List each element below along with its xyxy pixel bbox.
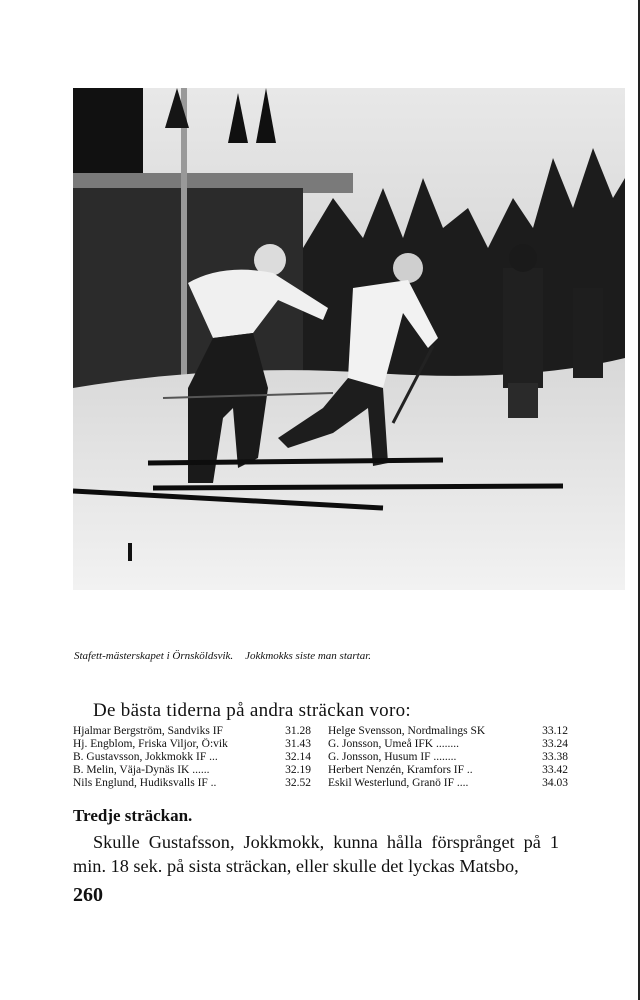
caption-part-1: Stafett-mästerskapet i Örnsköldsvik.	[74, 650, 234, 662]
skier-name: G. Jonsson, Husum IF ........	[328, 751, 457, 763]
skier-time: 32.14	[285, 751, 311, 763]
results-left-column	[73, 725, 311, 790]
result-row	[328, 751, 568, 764]
skier-time: 32.52	[285, 777, 311, 789]
result-row	[328, 764, 568, 777]
page-number: 260	[73, 884, 103, 906]
skier-time: 31.43	[285, 738, 311, 750]
results-right-column	[328, 725, 568, 790]
skier-time: 34.03	[542, 777, 568, 789]
skier-time: 33.42	[542, 764, 568, 776]
skier-time: 33.12	[542, 725, 568, 737]
skier-name: Eskil Westerlund, Granö IF ....	[328, 777, 469, 789]
result-row	[73, 725, 311, 738]
result-row	[73, 738, 311, 751]
skier-name: G. Jonsson, Umeå IFK ........	[328, 738, 459, 750]
skier-time: 32.19	[285, 764, 311, 776]
results-heading: De bästa tiderna på andra sträckan voro:	[93, 700, 411, 721]
skier-time: 33.38	[542, 751, 568, 763]
result-row	[73, 764, 311, 777]
section-title: Tredje sträckan.	[73, 806, 193, 825]
result-row	[328, 777, 568, 790]
body-paragraph: Skulle Gustafsson, Jokkmokk, kunna hålla försprånget på 1 min. 18 sek. på sista sträckan, eller skulle det lyckas Matsbo,	[73, 832, 559, 876]
photo-caption	[74, 650, 454, 663]
skier-name: Helge Svensson, Nordmalings SK	[328, 725, 486, 737]
ski-relay-photo-icon	[73, 88, 625, 590]
skier-name: Nils Englund, Hudiksvalls IF ..	[73, 777, 217, 789]
skier-time: 31.28	[285, 725, 311, 737]
result-row	[328, 725, 568, 738]
result-row	[328, 738, 568, 751]
skier-name: Hjalmar Bergström, Sandviks IF	[73, 725, 223, 737]
ski-relay-photo	[73, 88, 625, 590]
result-row	[73, 751, 311, 764]
skier-name: Herbert Nenzén, Kramfors IF ..	[328, 764, 473, 776]
skier-name: B. Melin, Väja-Dynäs IK ......	[73, 764, 210, 776]
skier-time: 33.24	[542, 738, 568, 750]
skier-name: B. Gustavsson, Jokkmokk IF ...	[73, 751, 218, 763]
result-row	[73, 777, 311, 790]
caption-part-2: Jokkmokks siste man startar.	[245, 650, 372, 662]
skier-name: Hj. Engblom, Friska Viljor, Ö:vik	[73, 738, 228, 750]
